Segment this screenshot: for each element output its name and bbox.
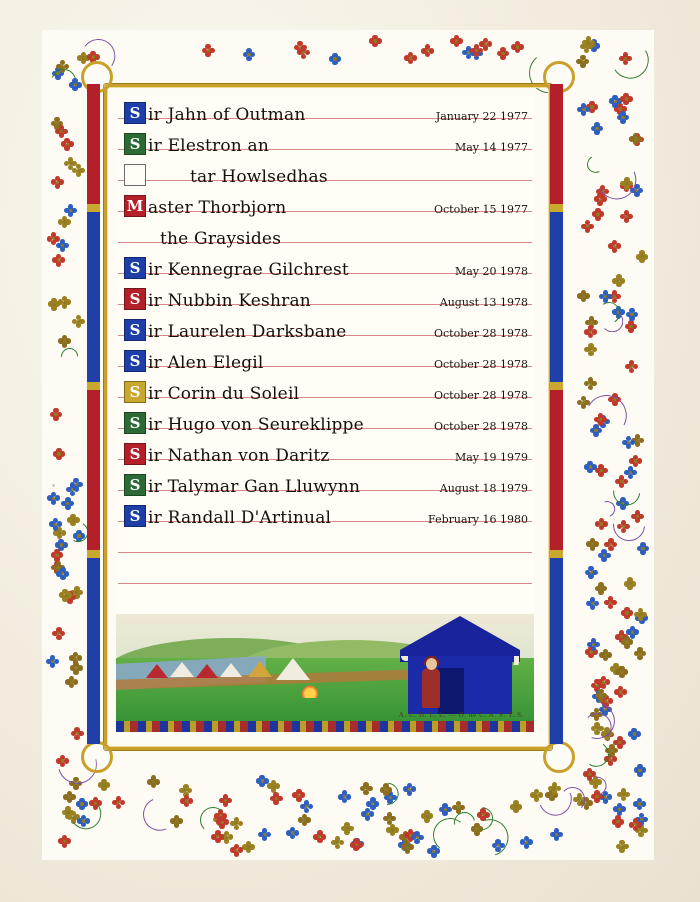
floret-ornament (52, 627, 65, 640)
floret-ornament (69, 652, 82, 665)
floret-ornament (243, 48, 256, 61)
floret-ornament (470, 44, 483, 57)
entry-name: ir Kennegrae Gilchrest (148, 260, 349, 280)
entry-row (116, 96, 534, 127)
entry-row (116, 189, 534, 220)
floret-ornament (52, 254, 65, 267)
entry-date: October 28 1978 (433, 389, 528, 402)
floret-ornament (58, 335, 71, 348)
entry-initial: S (124, 505, 146, 527)
vine-curl (57, 345, 81, 369)
floret-ornament (369, 35, 382, 48)
floret-ornament (625, 360, 638, 373)
floret-ornament (219, 794, 232, 807)
entry-date: February 16 1980 (428, 513, 528, 526)
entry-row (116, 282, 534, 313)
floret-ornament (550, 828, 563, 841)
floret-ornament (350, 838, 363, 851)
floret-ornament (56, 567, 69, 580)
floret-ornament (520, 836, 533, 849)
floret-ornament (612, 274, 625, 287)
floret-ornament (621, 636, 634, 649)
floret-ornament (439, 803, 452, 816)
band-segment (87, 558, 100, 744)
floret-ornament (634, 764, 647, 777)
floret-ornament (403, 783, 416, 796)
vine-curl (138, 793, 180, 835)
right-color-band (550, 84, 563, 744)
floret-ornament (71, 727, 84, 740)
gold-corner-bottom-right (543, 741, 575, 773)
floret-ornament (270, 792, 283, 805)
floret-ornament (613, 803, 626, 816)
entry-initial: S (124, 412, 146, 434)
vine-curl (200, 807, 226, 833)
floret-ornament (202, 44, 215, 57)
floret-ornament (633, 798, 646, 811)
rule-line (118, 552, 532, 553)
floret-ornament (313, 830, 326, 843)
entry-row (116, 499, 534, 530)
band-segment (550, 204, 563, 212)
floret-ornament (65, 676, 78, 689)
entry-date: October 28 1978 (433, 327, 528, 340)
floret-ornament (624, 577, 637, 590)
band-segment (550, 212, 563, 382)
floret-ornament (51, 176, 64, 189)
floret-ornament (50, 408, 63, 421)
entry-row (116, 220, 534, 251)
floret-ornament (595, 582, 608, 595)
floret-ornament (180, 795, 193, 808)
floret-ornament (112, 796, 125, 809)
floret-ornament (341, 822, 354, 835)
text-panel-container (116, 96, 534, 732)
entry-initial: S (124, 319, 146, 341)
entry-name: ir Jahn of Outman (148, 105, 306, 125)
floret-ornament (421, 810, 434, 823)
floret-ornament (47, 492, 60, 505)
entry-date: October 28 1978 (433, 358, 528, 371)
floret-ornament (587, 638, 600, 651)
floret-ornament (230, 844, 243, 857)
entry-initial: S (124, 381, 146, 403)
entry-initial: S (124, 443, 146, 465)
entry-name: ir Randall D'Artinual (148, 508, 332, 528)
campfire (302, 684, 318, 698)
floret-ornament (511, 41, 524, 54)
entry-date: August 13 1978 (439, 296, 528, 309)
entry-date: May 20 1978 (454, 265, 528, 278)
floret-ornament (595, 464, 608, 477)
floret-ornament (329, 53, 342, 66)
floret-ornament (258, 828, 271, 841)
floret-ornament (629, 818, 642, 831)
entry-name: ir Nathan von Daritz (148, 446, 330, 466)
entry-name: tar Howlsedhas (190, 167, 328, 187)
floret-ornament (595, 518, 608, 531)
floret-ornament (230, 817, 243, 830)
floret-ornament (625, 320, 638, 333)
floret-ornament (629, 133, 642, 146)
entry-initial (124, 164, 146, 186)
floret-ornament (597, 676, 610, 689)
floret-ornament (584, 377, 597, 390)
floret-ornament (612, 815, 625, 828)
floret-ornament (634, 647, 647, 660)
band-segment (87, 204, 100, 212)
floret-ornament (592, 208, 605, 221)
entry-row (116, 158, 534, 189)
floret-ornament (620, 93, 633, 106)
text-panel (116, 96, 534, 732)
entry-name: ir Nubbin Keshran (148, 291, 311, 311)
miniature-illustration (116, 614, 534, 732)
entry-row (116, 251, 534, 282)
entry-date: August 18 1979 (439, 482, 528, 495)
floret-ornament (599, 649, 612, 662)
entry-row (116, 406, 534, 437)
floret-ornament (585, 566, 598, 579)
floret-ornament (59, 589, 72, 602)
floret-ornament (616, 840, 629, 853)
floret-ornament (331, 836, 344, 849)
base-decorative-band (116, 721, 534, 732)
floret-ornament (595, 689, 608, 702)
floret-ornament (577, 103, 590, 116)
figure-robe (422, 668, 440, 708)
floret-ornament (626, 308, 639, 321)
floret-ornament (604, 596, 617, 609)
floret-ornament (620, 210, 633, 223)
floret-ornament (98, 779, 111, 792)
entry-row (116, 344, 534, 375)
floret-ornament (70, 478, 83, 491)
floret-ornament (51, 549, 64, 562)
floret-ornament (636, 250, 649, 263)
floret-ornament (64, 204, 77, 217)
floret-ornament (49, 518, 62, 531)
floret-ornament (386, 824, 399, 837)
floret-ornament (591, 122, 604, 135)
floret-ornament (510, 800, 523, 813)
floret-ornament (608, 240, 621, 253)
rule-line (118, 583, 532, 584)
entry-date: May 19 1979 (454, 451, 528, 464)
entry-row (116, 313, 534, 344)
entry-initial: S (124, 257, 146, 279)
entry-name: ir Talymar Gan Lluwynn (148, 477, 361, 497)
floret-ornament (147, 775, 160, 788)
band-segment (87, 390, 100, 550)
band-segment (550, 550, 563, 558)
entry-name: aster Thorbjorn (148, 198, 287, 218)
floret-ornament (584, 325, 597, 338)
floret-ornament (64, 157, 77, 170)
entry-name: the Graysides (160, 229, 282, 249)
paper-speck (52, 484, 55, 487)
floret-ornament (61, 497, 74, 510)
entry-initial: S (124, 288, 146, 310)
floret-ornament (581, 220, 594, 233)
entry-date: January 22 1977 (435, 110, 528, 123)
entry-date: October 15 1977 (433, 203, 528, 216)
band-segment (87, 212, 100, 382)
floret-ornament (53, 448, 66, 461)
entry-name: ir Laurelen Darksbane (148, 322, 347, 342)
floret-ornament (622, 436, 635, 449)
floret-ornament (628, 728, 641, 741)
floret-ornament (300, 800, 313, 813)
floret-ornament (615, 666, 628, 679)
entry-initial: M (124, 195, 146, 217)
vine-curl (534, 778, 577, 821)
entry-initial: S (124, 474, 146, 496)
figure-head (426, 658, 437, 670)
vine-curl (601, 309, 624, 332)
standing-figure (420, 656, 442, 708)
floret-ornament (338, 790, 351, 803)
floret-ornament (58, 216, 71, 229)
artist-signature: A. C. H. L. L. — D. de C. A. S. T. S. (398, 711, 524, 719)
floret-ornament (617, 788, 630, 801)
floret-ornament (614, 686, 627, 699)
gold-corner-bottom-left (81, 741, 113, 773)
entry-name: ir Alen Elegil (148, 353, 264, 373)
floret-ornament (383, 812, 396, 825)
floret-ornament (46, 655, 59, 668)
entry-name: ir Corin du Soleil (148, 384, 300, 404)
floret-ornament (292, 789, 305, 802)
blue-pavilion (400, 616, 520, 712)
floret-ornament (267, 780, 280, 793)
floret-ornament (298, 814, 311, 827)
floret-ornament (497, 47, 510, 60)
floret-ornament (286, 827, 299, 840)
entry-row (116, 127, 534, 158)
entry-initial: S (124, 102, 146, 124)
band-segment (550, 558, 563, 744)
band-segment (550, 382, 563, 390)
vine-curl (583, 713, 611, 741)
floret-ornament (47, 232, 60, 245)
floret-ornament (297, 46, 310, 59)
floret-ornament (629, 455, 642, 468)
floret-ornament (72, 315, 85, 328)
band-segment (550, 84, 563, 204)
floret-ornament (242, 841, 255, 854)
floret-ornament (577, 290, 590, 303)
floret-ornament (637, 542, 650, 555)
band-segment (87, 382, 100, 390)
band-segment (87, 84, 100, 204)
floret-ornament (621, 607, 634, 620)
floret-ornament (58, 296, 71, 309)
floret-ornament (582, 36, 595, 49)
entry-name: ir Elestron an (148, 136, 270, 156)
floret-ornament (404, 52, 417, 65)
floret-ornament (586, 597, 599, 610)
band-segment (550, 390, 563, 550)
floret-ornament (584, 343, 597, 356)
band-segment (87, 550, 100, 558)
floret-ornament (576, 55, 589, 68)
floret-ornament (55, 125, 68, 138)
floret-ornament (58, 835, 71, 848)
floret-ornament (360, 782, 373, 795)
entry-row (116, 375, 534, 406)
left-color-band (87, 84, 100, 744)
entry-initial: S (124, 133, 146, 155)
floret-ornament (634, 608, 647, 621)
entry-row (116, 468, 534, 499)
floret-ornament (421, 44, 434, 57)
floret-ornament (411, 831, 424, 844)
floret-ornament (617, 111, 630, 124)
entry-name: ir Hugo von Seureklippe (148, 415, 364, 435)
vine-curl (609, 38, 653, 82)
entry-row (116, 437, 534, 468)
entry-date: October 28 1978 (433, 420, 528, 433)
entry-date: May 14 1977 (454, 141, 528, 154)
floret-ornament (61, 138, 74, 151)
floret-ornament (598, 549, 611, 562)
entry-initial: S (124, 350, 146, 372)
